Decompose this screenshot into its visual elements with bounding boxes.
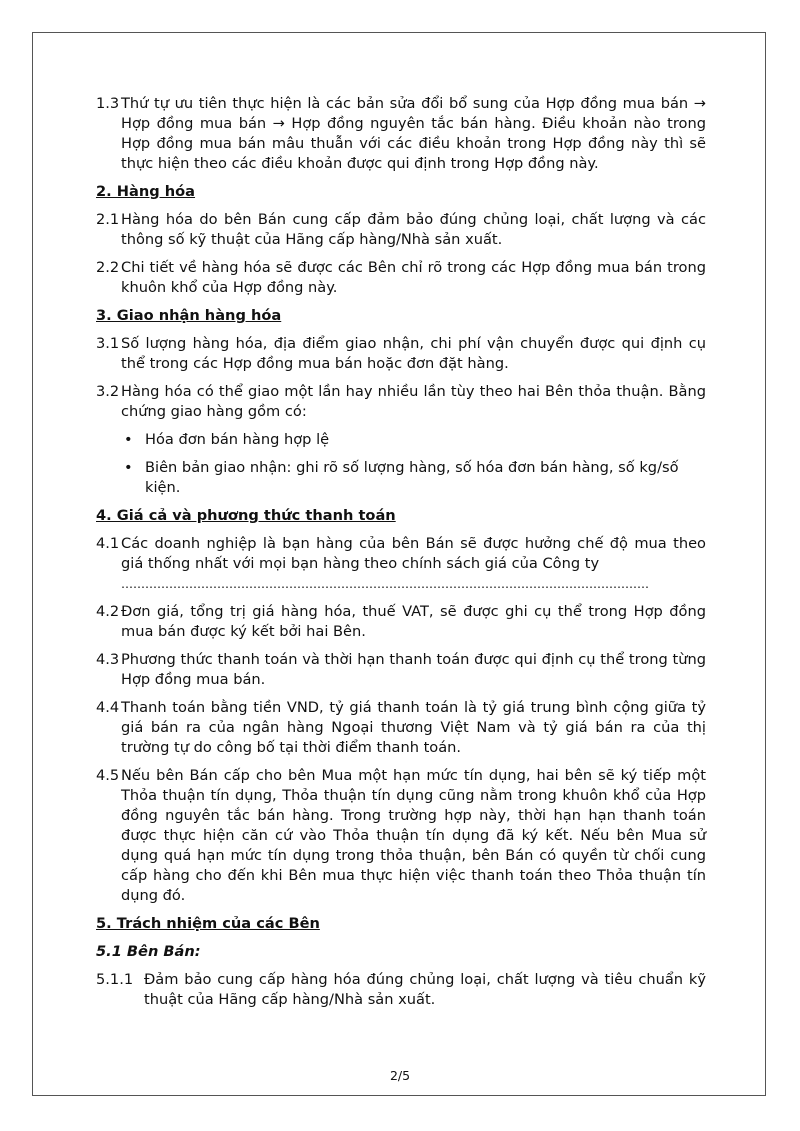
clause-text: Đơn giá, tổng trị giá hàng hóa, thuế VAT, sẽ được ghi cụ thể trong Hợp đồng mua bán được ký kết bởi hai Bên. <box>121 603 706 640</box>
clause-number: 5.1.1 <box>96 971 134 988</box>
page-number: 2/5 <box>389 1068 411 1083</box>
clause-number: 4.2 <box>96 603 120 620</box>
clause-text: Nếu bên Bán cấp cho bên Mua một hạn mức tín dụng, hai bên sẽ ký tiếp một Thỏa thuận tín dụng, Thỏa thuận tín dụng cũng nằm trong khuôn khổ của Hợp đồng nguyên tắc bán hàng. Trong trường hợp này, thời hạn hạn thanh toán được thực hiện căn cứ vào Thỏa thuận tín dụng đã ký kết. Nếu bên Mua sử dụng quá hạn mức tín dụng trong thỏa thuận, bên Bán có quyền từ chối cung cấp hàng cho đến khi Bên mua thực hiện việc thanh toán theo Thỏa thuận tín dụng đó. <box>121 767 706 904</box>
section-3-heading: 3. Giao nhận hàng hóa <box>96 307 282 324</box>
clause-number: 4.4 <box>96 699 120 716</box>
section-5-1-subheading: 5.1 Bên Bán: <box>96 943 201 960</box>
clause-number: 3.2 <box>96 383 120 400</box>
bullet-text: Biên bản giao nhận: ghi rõ số lượng hàng, số hóa đơn bán hàng, số kg/số kiện. <box>145 459 679 496</box>
clause-4-1 <box>96 534 706 594</box>
clause-number: 4.5 <box>96 767 120 784</box>
clause-number: 4.1 <box>96 535 120 552</box>
clause-4-2 <box>96 602 706 642</box>
clause-number: 4.3 <box>96 651 120 668</box>
bullet-dot-icon: • <box>124 459 133 476</box>
clause-4-3 <box>96 650 706 690</box>
section-2-heading: 2. Hàng hóa <box>96 183 196 200</box>
bullet-dot-icon: • <box>124 431 133 448</box>
bullet-item <box>96 430 706 450</box>
clause-text: Phương thức thanh toán và thời hạn thanh toán được qui định cụ thể trong từng Hợp đồng mua bán. <box>121 651 706 688</box>
dotted-fill-line: …………………………………………………………………………………………………………………… <box>121 577 649 591</box>
clause-text: Hàng hóa có thể giao một lần hay nhiều lần tùy theo hai Bên thỏa thuận. Bằng chứng giao hàng gồm có: <box>121 383 706 420</box>
clause-text: Đảm bảo cung cấp hàng hóa đúng chủng loại, chất lượng và tiêu chuẩn kỹ thuật của Hãng cấp hàng/Nhà sản xuất. <box>144 971 706 1008</box>
document-body <box>96 94 706 1018</box>
section-4-heading: 4. Giá cả và phương thức thanh toán <box>96 507 396 524</box>
clause-number: 2.1 <box>96 211 120 228</box>
clause-3-2 <box>96 382 706 422</box>
clause-text: Chi tiết về hàng hóa sẽ được các Bên chỉ rõ trong các Hợp đồng mua bán trong khuôn khổ của Hợp đồng này. <box>121 259 706 296</box>
clause-1-3 <box>96 94 706 174</box>
clause-text: Số lượng hàng hóa, địa điểm giao nhận, chi phí vận chuyển được qui định cụ thể trong các Hợp đồng mua bán hoặc đơn đặt hàng. <box>121 335 706 372</box>
clause-text: Thanh toán bằng tiền VND, tỷ giá thanh toán là tỷ giá trung bình cộng giữa tỷ giá bán ra của ngân hàng Ngoại thương Việt Nam và tỷ giá bán ra của thị trường tự do công bố tại thời điểm thanh toán. <box>121 699 706 756</box>
clause-4-5 <box>96 766 706 906</box>
clause-2-1 <box>96 210 706 250</box>
bullet-item <box>96 458 706 498</box>
clause-text: Hàng hóa do bên Bán cung cấp đảm bảo đúng chủng loại, chất lượng và các thông số kỹ thuật của Hãng cấp hàng/Nhà sản xuất. <box>121 211 706 248</box>
clause-text: Các doanh nghiệp là bạn hàng của bên Bán sẽ được hưởng chế độ mua theo giá thống nhất với mọi bạn hàng theo chính sách giá của Công ty <box>121 535 706 572</box>
clause-text: Thứ tự ưu tiên thực hiện là các bản sửa đổi bổ sung của Hợp đồng mua bán → Hợp đồng mua bán → Hợp đồng nguyên tắc bán hàng. Điều khoản nào trong Hợp đồng mua bán mâu thuẫn với các điều khoản trong Hợp đồng này thì sẽ thực hiện theo các điều khoản được qui định trong Hợp đồng này. <box>121 95 706 172</box>
section-5-heading: 5. Trách nhiệm của các Bên <box>96 915 320 932</box>
clause-3-1 <box>96 334 706 374</box>
clause-5-1-1 <box>96 970 706 1010</box>
clause-2-2 <box>96 258 706 298</box>
clause-number: 3.1 <box>96 335 120 352</box>
bullet-text: Hóa đơn bán hàng hợp lệ <box>145 431 330 448</box>
clause-number: 2.2 <box>96 259 120 276</box>
clause-number: 1.3 <box>96 95 120 112</box>
clause-4-4 <box>96 698 706 758</box>
